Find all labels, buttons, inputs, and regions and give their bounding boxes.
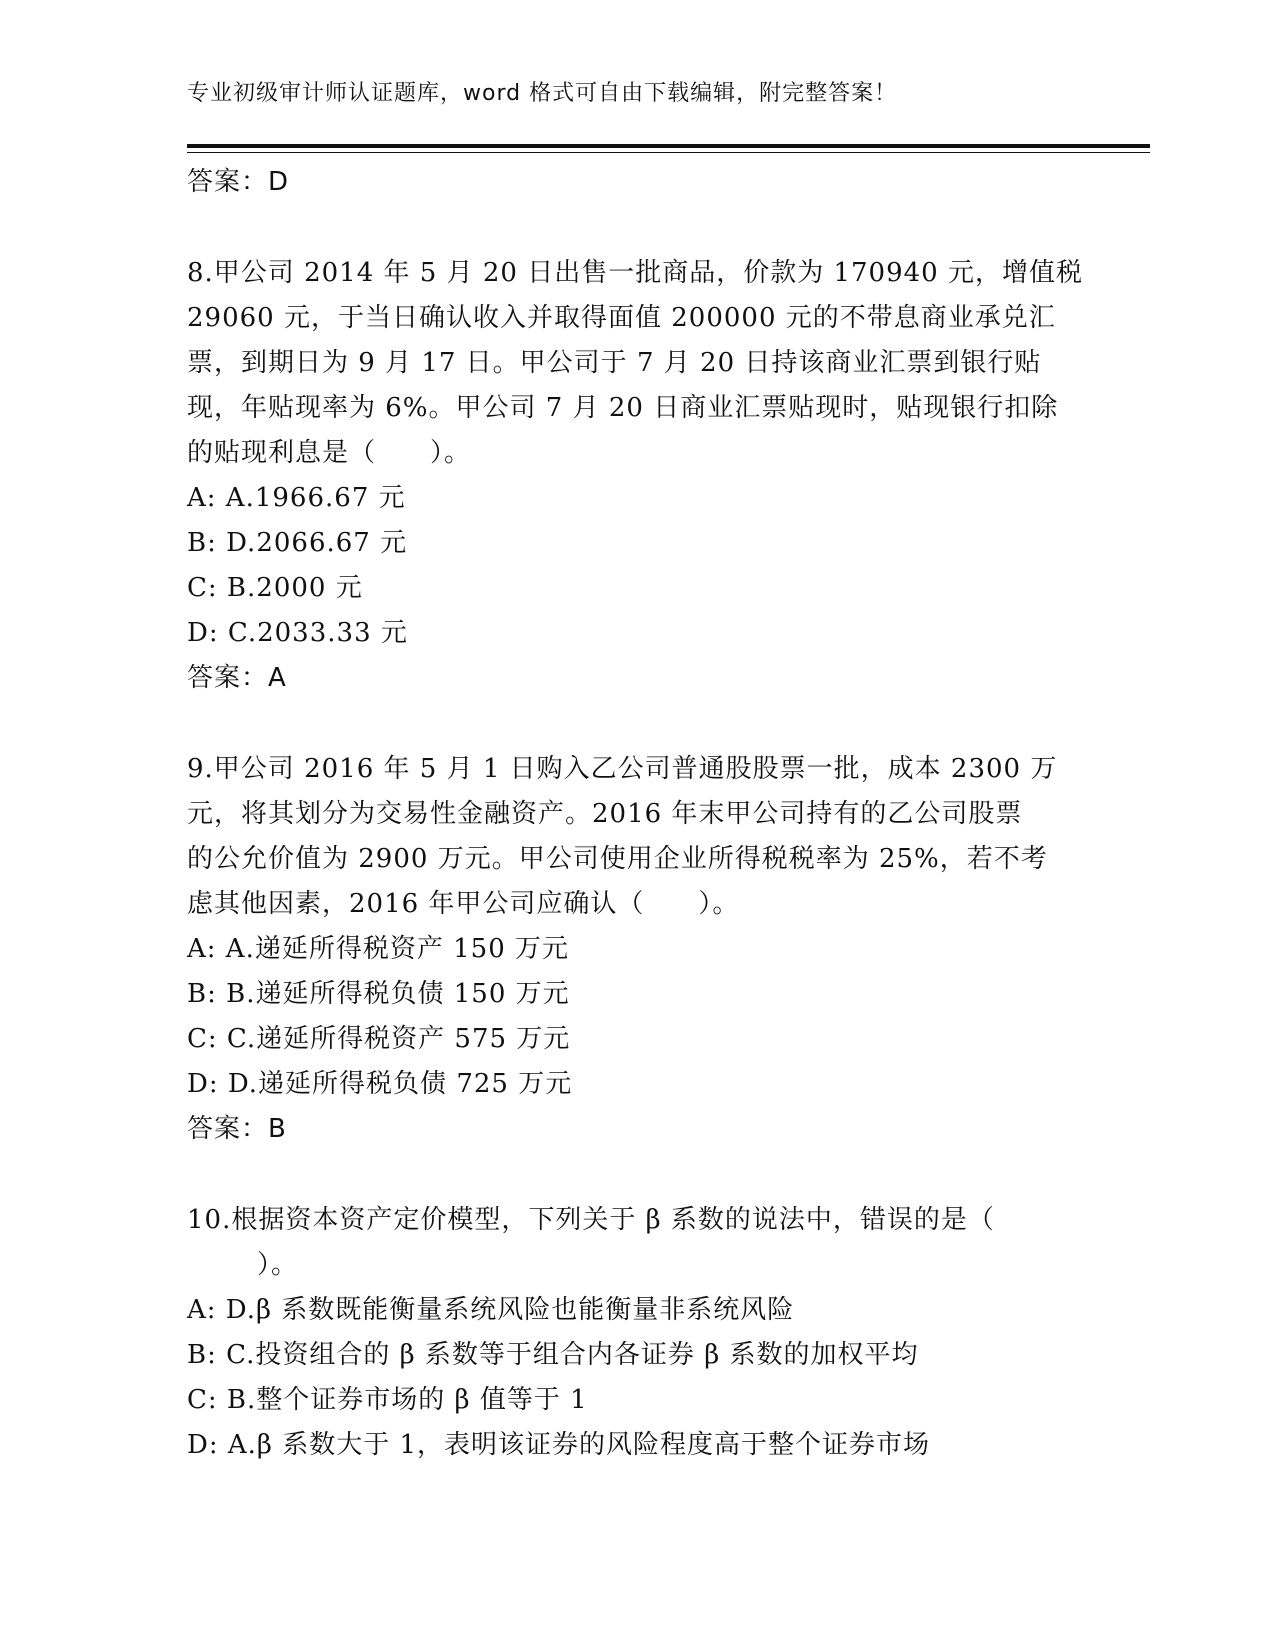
option-b: B: C.投资组合的 β 系数等于组合内各证券 β 系数的加权平均 — [187, 1340, 919, 1370]
spacer — [187, 701, 1087, 747]
previous-answer: 答案：D — [187, 167, 290, 197]
page-header: 专业初级审计师认证题库，word 格式可自由下载编辑，附完整答案！ — [187, 81, 898, 106]
question-9 — [187, 747, 1087, 1152]
option-c: C: B.整个证券市场的 β 值等于 1 — [187, 1385, 588, 1415]
question-text-line: 的公允价值为 2900 万元。甲公司使用企业所得税税率为 25%，若不考 — [187, 844, 1048, 874]
question-text-line: 8.甲公司 2014 年 5 月 20 日出售一批商品，价款为 170940 元，增值税 — [187, 258, 1083, 288]
option-a: A: A.1966.67 元 — [187, 483, 406, 513]
question-text-line: 虑其他因素，2016 年甲公司应确认（ ）。 — [187, 889, 740, 919]
question-text-line: 元，将其划分为交易性金融资产。2016 年末甲公司持有的乙公司股票 — [187, 799, 1023, 829]
option-c: C: B.2000 元 — [187, 573, 363, 603]
spacer — [187, 1152, 1087, 1198]
question-text-line: 现，年贴现率为 6%。甲公司 7 月 20 日商业汇票贴现时，贴现银行扣除 — [187, 393, 1059, 423]
option-d: D: A.β 系数大于 1，表明该证券的风险程度高于整个证券市场 — [187, 1430, 931, 1460]
option-b: B: B.递延所得税负债 150 万元 — [187, 979, 570, 1009]
header-rule-thick — [187, 144, 1150, 148]
option-c: C: C.递延所得税资产 575 万元 — [187, 1024, 571, 1054]
option-b: B: D.2066.67 元 — [187, 528, 408, 558]
option-a: A: D.β 系数既能衡量系统风险也能衡量非系统风险 — [187, 1295, 795, 1325]
question-text-line: ）。 — [257, 1250, 299, 1280]
question-text-line: 的贴现利息是（ ）。 — [187, 438, 472, 468]
question-text-line: 9.甲公司 2016 年 5 月 1 日购入乙公司普通股股票一批，成本 2300 万 — [187, 754, 1058, 784]
page-content — [187, 160, 1087, 1468]
header-rule-thin — [187, 152, 1150, 153]
question-text-line: 29060 元，于当日确认收入并取得面值 200000 元的不带息商业承兑汇 — [187, 303, 1056, 333]
option-a: A: A.递延所得税资产 150 万元 — [187, 934, 569, 964]
answer: 答案：A — [187, 663, 287, 693]
option-d: D: C.2033.33 元 — [187, 618, 408, 648]
question-8 — [187, 251, 1087, 701]
question-text-line: 10.根据资本资产定价模型，下列关于 β 系数的说法中，错误的是（ — [187, 1205, 995, 1235]
answer: 答案：B — [187, 1114, 287, 1144]
question-text-line: 票，到期日为 9 月 17 日。甲公司于 7 月 20 日持该商业汇票到银行贴 — [187, 348, 1042, 378]
question-10 — [187, 1198, 1087, 1468]
spacer — [187, 205, 1087, 251]
option-d: D: D.递延所得税负债 725 万元 — [187, 1069, 573, 1099]
